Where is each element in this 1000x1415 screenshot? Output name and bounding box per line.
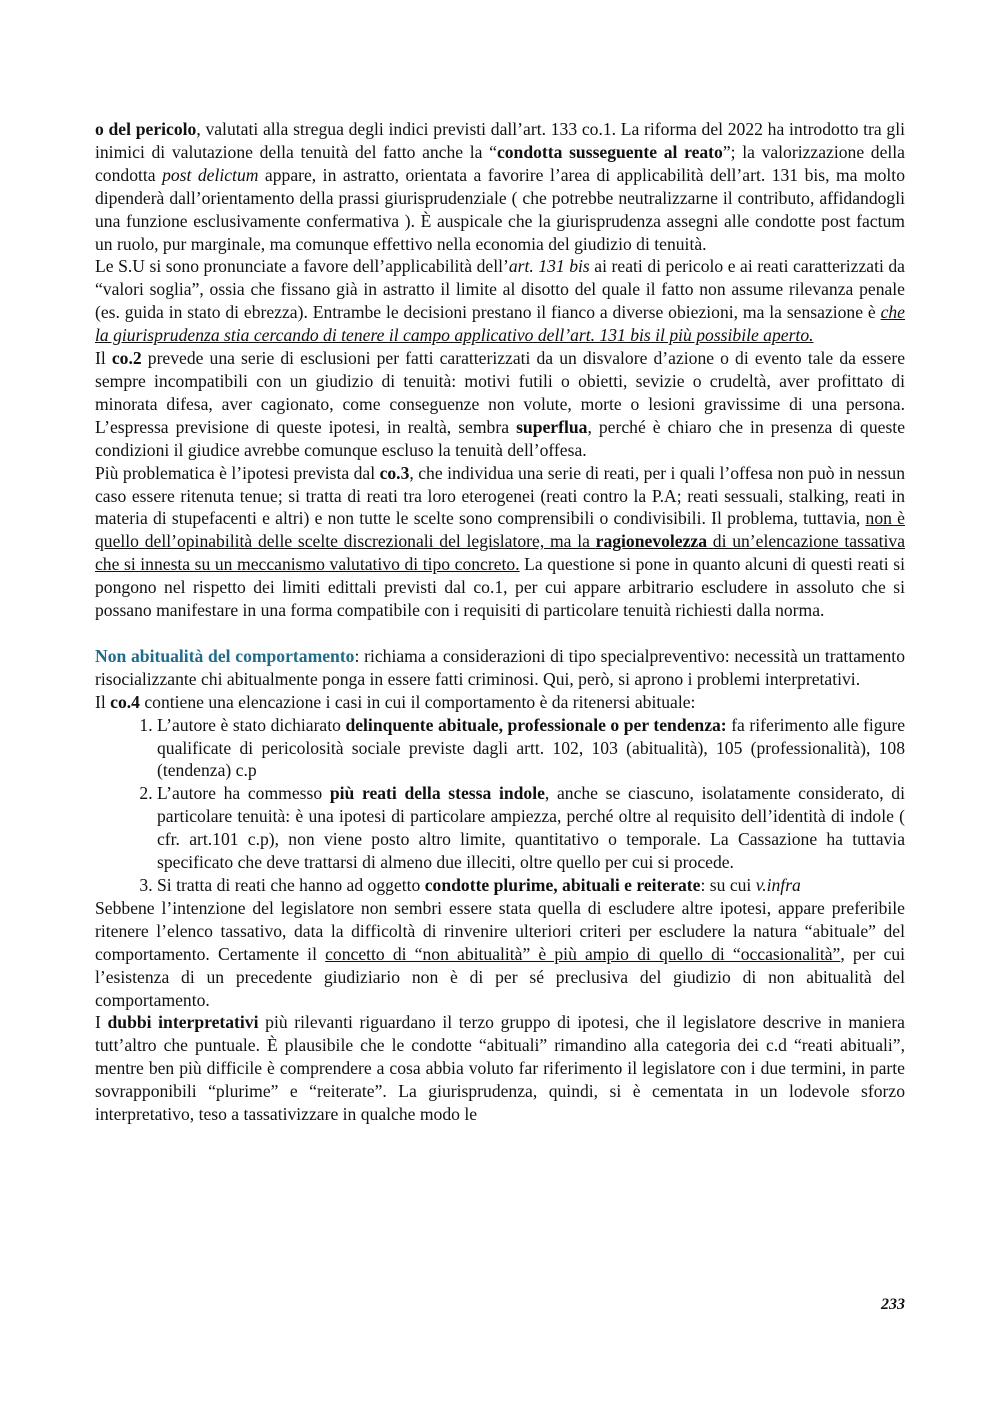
document-body — [95, 118, 905, 1126]
bold-phrase: superflua — [516, 416, 588, 437]
page-number: 233 — [881, 1296, 905, 1313]
text-run: , valutati alla stregua degli indici previsti dall’art. 133 co.1. La riforma del 2022 ha introdotto tra gli inimici di valutazione della tenuità del fatto anche la “ — [95, 119, 905, 162]
bold-phrase: dubbi interpretativi — [107, 1012, 259, 1033]
paragraph-comma-2 — [95, 347, 905, 462]
paragraph-dubbi-interpretativi — [95, 1011, 905, 1126]
text-run: , per cui l’esistenza di un precedente giudiziario non è di per sé preclusiva del giudizio di non abitualità del comportamento. — [95, 943, 906, 1010]
text-run: La questione si pone in quanto alcuni di questi reati si pongono nel rispetto dei limiti edittali previsti dal co.1, per cui appare arbitrario escludere in assoluto che si possano manifestare in una forma compatibile con i requisiti di particolare tenuità richiesti dalla norma. — [95, 554, 905, 621]
bold-phrase: co.4 — [110, 691, 140, 712]
bold-phrase: condotta susseguente al reato — [496, 141, 723, 162]
text-run: ai reati di pericolo e ai reati caratterizzati da “valori soglia”, ossia che fissano già in astratto il limite al disotto del quale il fatto non assume rilevanza penale (es. guida in stato di ebrezza). Entrambe le decisioni prestano il fianco a diverse obiezioni, ma la sensazione è — [95, 256, 905, 323]
italic-phrase: post delictum — [162, 164, 259, 185]
bold-phrase: delinquente abituale, professionale o per tendenza: — [345, 714, 727, 735]
bold-phrase: co.3 — [379, 462, 410, 483]
text-run: Si tratta di reati che hanno ad oggetto — [157, 875, 425, 895]
underlined-bold-phrase: ragionevolezza — [595, 531, 708, 552]
underlined-phrase: non è quello dell’opinabilità delle scelte discrezionali del legislatore, ma la — [95, 508, 905, 552]
list-item — [157, 874, 905, 897]
text-run: Il — [95, 348, 112, 369]
text-run: , perché è chiaro che in presenza di queste condizioni il giudice avrebbe comunque escluso la tenuità dell’offesa. — [95, 416, 906, 460]
list-item — [157, 714, 905, 783]
paragraph-comma-3 — [95, 462, 905, 622]
underlined-phrase: di un’elencazione tassativa che si innesta su un meccanismo valutativo di tipo concreto. — [95, 531, 905, 575]
italic-phrase: v.infra — [755, 875, 801, 895]
paragraph-pericolo — [95, 118, 905, 255]
text-run: Più problematica è l’ipotesi prevista dal — [95, 462, 380, 483]
bold-phrase: condotte plurime, abituali e reiterate — [424, 875, 701, 895]
text-run: : su cui — [700, 875, 756, 895]
text-run: più rilevanti riguardano il terzo gruppo di ipotesi, che il legislatore descrive in maniera tutt’altro che puntuale. È plausibile che le condotte “abituali” rimandino alla categoria dei c.d “reati abituali”, mentre ben più difficile è comprendere a cosa abbia voluto far riferimento il legislatore con i due termini, in parte sovrapponibili “plurime” e “reiterate”. La giurisprudenza, quindi, si è cementata in un lodevole sforzo interpretativo, teso a tassativizzare in qualche modo le — [95, 1012, 905, 1125]
text-run: ”; la valorizzazione della condotta — [95, 141, 905, 185]
underlined-phrase: concetto di “non abitualità” è più ampio di quello di “occasionalità” — [325, 943, 841, 964]
text-run: Le S.U si sono pronunciate a favore dell’applicabilità dell’ — [95, 256, 509, 277]
paragraph-elenco-tassativo — [95, 897, 905, 1012]
bold-phrase: co.2 — [111, 348, 142, 369]
underlined-italic-phrase: che la giurisprudenza stia cercando di tenere il campo applicativo dell’art. 131 bis il più possibile aperto. — [95, 302, 905, 346]
text-run: L’autore è stato dichiarato — [157, 714, 346, 735]
paragraph-sezioni-unite — [95, 255, 905, 347]
text-run: : richiama a considerazioni di tipo specialpreventivo: necessità un trattamento risocializzante chi abitualmente ponga in essere fatti criminosi. Qui, però, si aprono i problemi interpretativi. — [95, 645, 905, 689]
text-run: , che individua una serie di reati, per i quali l’offesa non può in nessun caso essere ritenuta tenue; si tratta di reati tra loro eterogenei (reati contro la P.A; reati sessuali, stalking, reati in materia di stupefacenti e altri) e non tutte le scelte sono comprensibili o condivisibili. Il problema, tuttavia, — [95, 462, 905, 529]
paragraph-comma-4 — [95, 691, 905, 714]
text-run: prevede una serie di esclusioni per fatti caratterizzati da un disvalore d’azione o di evento tale da essere sempre incompatibili con un giudizio di tenuità: motivi futili o obietti, sevizie o crudeltà, aver profittato di minorata difesa, aver cagionato, come conseguenze non volute, morte o lesioni gravissime di una persona. L’espressa previsione di queste ipotesi, in realtà, sembra — [95, 348, 905, 437]
paragraph-spacer — [95, 622, 905, 645]
text-run: , anche se ciascuno, isolatamente considerato, di particolare tenuità: è una ipotesi di particolare ampiezza, perché oltre al requisito dell’identità di indole ( cfr. art.101 c.p), non viene posto altro limite, quantitativo o temporale. La Cassazione ha tuttavia specificato che deve trattarsi di almeno due illeciti, oltre quello per cui si procede. — [157, 783, 905, 873]
list-item — [157, 782, 905, 874]
text-run: appare, in astratto, orientata a favorire l’area di applicabilità dell’art. 131 bis, ma molto dipenderà dall’orientamento della prassi giurisprudenziale ( che potrebbe neutralizzarne il contributo, affidandogli una funzione esclusivamente confermativa ). È auspicale che la giurisprudenza assegni alle condotte post factum un ruolo, pur marginale, ma comunque effettivo nella economia del giudizio di tenuità. — [95, 164, 905, 254]
text-run: I — [95, 1012, 108, 1033]
paragraph-non-abitualita — [95, 645, 905, 691]
text-run: L’autore ha commesso — [157, 783, 330, 804]
bold-phrase: più reati della stessa indole — [329, 783, 545, 804]
text-run: Il — [95, 691, 111, 712]
section-heading: Non abitualità del comportamento — [95, 645, 355, 666]
text-run: contiene una elencazione i casi in cui il comportamento è da ritenersi abituale: — [139, 691, 696, 712]
numbered-list — [95, 714, 905, 897]
italic-phrase: art. 131 bis — [508, 256, 590, 277]
text-run: Sebbene l’intenzione del legislatore non sembri essere stata quella di escludere altre ipotesi, appare preferibile ritenere l’elenco tassativo, data la difficoltà di rinvenire ulteriori criteri per escludere la natura “abituale” del comportamento. Certamente il — [95, 897, 905, 964]
bold-phrase: o del pericolo — [95, 119, 197, 139]
text-run: fa riferimento alle figure qualificate di pericolosità sociale previste dagli artt. 102, 103 (abitualità), 105 (professionalità), 108 (tendenza) c.p — [157, 714, 905, 781]
